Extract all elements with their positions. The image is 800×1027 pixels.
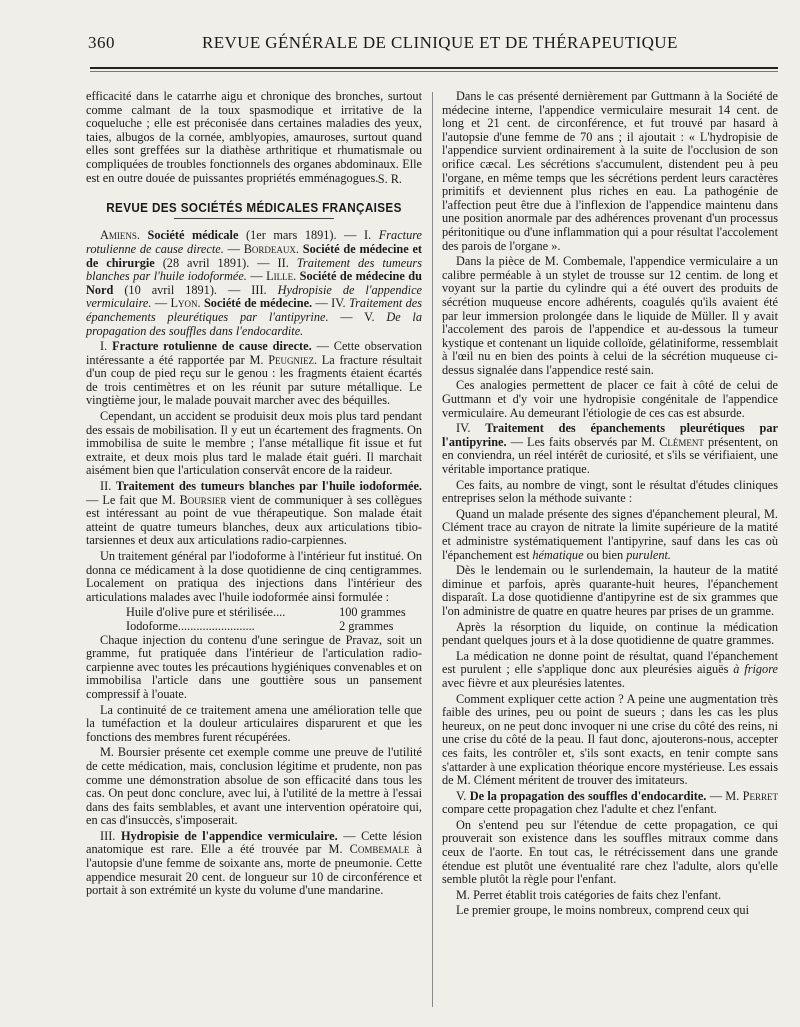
paragraph-chaque: Chaque injection du contenu d'une seringue de Pravaz, soit un gramme, fut pratiquée dans l'intérieur de l'articulation radio-carpienne avec toutes les précautions hygiéniques convenables et on immobilisa l'article dans une gouttière sous un pansement compressif à l'ouate.	[86, 632, 422, 701]
text-run: (1er mars 1891). — I.	[238, 228, 379, 243]
paragraph-boursier: M. Boursier présente cet exemple comme une preuve de l'utilité de cette médication, mais, conclusion légitime et prudente, non pas comme une démonstration absolue de son efficacité dans tous les cas. On peut donc conclure, avec lui, à l'utilité de la mettre à l'essai dans des faits semblables, et avant une intervention opératoire qui, en cas d'insuccès, s'imposerait.	[86, 745, 422, 828]
text-run: — V.	[328, 309, 387, 324]
text-run: Quand un malade présente des signes d'épanchement pleural, M. Clément trace au crayon de nitrate la limite supérieure de la matité et administre systématiquement l'antipyrine, sauf dans les cas où l'épanchement est	[442, 506, 778, 562]
text-run: Traitement des épanchements pleurétiques par l'antipyrine.	[86, 296, 423, 324]
text-run: Société de médecine du Nord	[86, 269, 422, 297]
text-run: ou bien	[583, 547, 627, 562]
formula-ingredient: Iodoforme.........................	[126, 618, 255, 633]
text-run: Traitement des tumeurs blanches par l'huile iodoformée.	[86, 255, 422, 284]
text-run: III.	[100, 828, 121, 843]
section-3-paragraph	[86, 830, 422, 898]
formula-block	[86, 606, 422, 633]
paragraph-medication	[442, 650, 778, 691]
summary-paragraph	[86, 229, 422, 338]
text-run: I.	[100, 339, 113, 354]
text-run: — Le fait que M.	[86, 492, 180, 507]
paragraph-perret: M. Perret établit trois catégories de faits chez l'enfant.	[456, 887, 722, 902]
section-title: REVUE DES SOCIÉTÉS MÉDICALES FRANÇAISES	[106, 199, 402, 215]
text-run: De la propagation des souffles dans l'endocardite.	[86, 309, 422, 338]
section-4-paragraph	[442, 422, 778, 476]
text-run: De la propagation des souffles d'endocardite.	[469, 788, 707, 803]
paragraph-analogies: Ces analogies permettent de placer ce fait à côté de celui de Guttmann et d'y voir une hydropisie congénitale de l'appendice vermiculaire. Au demeurant l'étiologie de ces cas est absurde.	[442, 378, 778, 420]
paragraph-quand	[442, 508, 778, 562]
formula-line	[126, 620, 422, 634]
text-run: avec fièvre et aux pleurésies latentes.	[442, 675, 625, 690]
column-divider	[432, 92, 433, 1007]
text-run	[140, 228, 148, 242]
text-run: — M.	[706, 788, 743, 803]
text-run: —	[246, 269, 267, 284]
text-run: (10 avril 1891). — III.	[113, 282, 278, 297]
text-run: . La fracture résultait d'un coup de pied reçu sur le genou : les fragments étaient écartés de trois centimètres et on les réunit par suture métallique. Le vingtième jour, le malade pouvait marcher avec des béquilles.	[86, 352, 422, 408]
left-column	[86, 90, 422, 900]
paragraph-continuite: La continuité de ce traitement amena une amélioration telle que la tuméfaction et la douleur articulaires disparurent et que les fonctions des membres furent récupérées.	[86, 702, 422, 744]
text-run: Traitement des tumeurs blanches par l'huile iodoformée.	[115, 479, 422, 494]
section-rule	[174, 218, 334, 219]
page-header	[0, 0, 800, 62]
paragraph-guttmann: Dans le cas présenté dernièrement par Guttmann à la Société de médecine interne, l'appendice vermiculaire mesurait 14 cent. de long et 21 cent. de circonférence, et fut trouvé par hasard à l'autopsie d'une femme de 70 ans ; il ajoutait : « L'hydropisie de l'appendice survient ordinairement à la suite de l'occlusion de son orifice cæcal. Les sécrétions s'accumulent, distendent peu à peu l'organe, en même temps que les sécrétions perdent leurs caractères primitifs et deviennent plus riches en eau. La pathogénie de l'affection peut être due à l'inflexion de l'appendice maintenu dans une position anormale par des adhérences provenant d'un processus péritonitique ou d'une inflammation qui a pour résultat l'accolement des parois de l'organe ».	[442, 89, 778, 253]
text-run: V.	[456, 788, 470, 803]
text-run: Bordeaux.	[243, 241, 299, 256]
text-run: La médication ne donne point de résultat, quand l'épanchement est purulent ; elle s'applique donc aux pleurésies aiguës	[442, 648, 778, 677]
text-run: II.	[100, 479, 116, 494]
formula-quantity: 100 grammes	[339, 605, 406, 620]
text-run: Hydropisie de l'appendice vermiculaire.	[120, 828, 338, 843]
paragraph-ces-faits: Ces faits, au nombre de vingt, sont le résultat d'études cliniques entreprises selon la méthode suivante :	[442, 477, 778, 506]
text-run: — Cette lésion anatomique est rare. Elle a été trouvée par M.	[86, 828, 423, 857]
text-run: Lille.	[266, 269, 297, 284]
paragraph-comment: Comment expliquer cette action ? A peine une augmentation très faible des urines, peu ou point de sueurs ; dans les cas les plus heureux, on ne peut donc invoquer ni une crise du côté des reins, ni une crise du côté de la peau. Il faut donc, ajouterons-nous, accepter ces faits, les contrôler et, s'ils sont exacts, en tenir compte sans s'attarder à une explication théorique encore mystérieuse. Les essais de M. Clément méritent de trouver des imitateurs.	[442, 691, 778, 788]
paragraph-apres: Après la résorption du liquide, on continue la médication pendant quelques jours et à la dose quotidienne de quatre grammes.	[442, 619, 778, 648]
text-run: Société de médecine.	[203, 296, 313, 311]
formula-ingredient: Huile d'olive pure et stérilisée....	[126, 605, 286, 620]
text-run: Clément	[659, 434, 704, 449]
text-run: —	[223, 241, 244, 256]
text-run: — IV.	[312, 296, 349, 311]
section-1-paragraph	[86, 340, 422, 408]
text-run: Fracture rotulienne de cause directe.	[86, 228, 423, 256]
paragraph-combemale: Dans la pièce de M. Combemale, l'appendice vermiculaire a un calibre perméable à un stylet de trousse sur 12 centim. de long et voyant sur la partie du cylindre qui a été ouvert des produits de sécrétion muqueuse encore adhérents, coagulés qu'ils avaient été par leur immersion prolongée dans le liquide de Müller. Il y avait l'accolement des parois de l'appendice et au-dessous la tumeur kystique et contenant un liquide colloïde, gélatiniforme, ressemblait à l'œil nu en bien des points à celui de la sécrétion muqueuse ci-dessus signalée dans l'appendice resté sain.	[442, 254, 778, 377]
section-2-paragraph	[86, 480, 422, 548]
running-title: REVUE GÉNÉRALE DE CLINIQUE ET DE THÉRAPEUTIQUE	[202, 33, 678, 52]
text-run: Société de médecine et de chirurgie	[86, 241, 423, 270]
signature: S. R.	[377, 172, 402, 187]
text-run: hématique	[532, 547, 584, 562]
text-run: Boursier	[179, 492, 227, 507]
formula-quantity: 2 grammes	[339, 618, 394, 633]
text-run: Combemale	[349, 842, 410, 857]
text-run: IV.	[456, 421, 486, 436]
text-run: Perret	[742, 788, 778, 803]
formula-line	[126, 606, 422, 620]
paragraph-des: Dès le lendemain ou le surlendemain, la hauteur de la matité diminue et parfois, après quarante-huit heures, l'épanchement disparaît. La dose quotidienne d'antipyrine est de six grammes que l'on administre de quatre en quatre heures par prises de un gramme.	[442, 563, 778, 618]
text-run: Amiens.	[100, 228, 140, 243]
text-run: —	[151, 296, 171, 311]
text-run: — Les faits observés par M.	[506, 434, 660, 449]
text-run: présentent, on en conviendra, un réel intérêt de curiosité, et s'ils se vérifiaient, une véritable importance pratique.	[442, 434, 778, 477]
text-run: purulent.	[626, 547, 671, 562]
text-run: à frigore	[733, 662, 778, 677]
intro-paragraph: efficacité dans le catarrhe aigu et chronique des bronches, surtout comme calmant de la toux spasmodique et irritative de la coqueluche ; elle est préconisée dans certaines maladies des yeux, taies, albugos de la cornée, amblyopies, amauroses, surtout quand elles sont greffées sur la diathèse arthritique et rhumatismale ou compliquées de troubles fonctionnels des organes abdominaux. Elle est en outre douée de puissantes propriétés emménagogues.	[86, 89, 422, 185]
paragraph-cependant: Cependant, un accident se produisit deux mois plus tard pendant des essais de mobilisation. Il y eut un écartement des fragments. On immobilisa de suite le membre ; l'anse métallique fit issue et fut extraite, et deux mois plus tard le malade était guéri. Il marchait aisément bien que l'articulation conservât encore de la raideur.	[86, 409, 422, 478]
paragraph-on: On s'entend peu sur l'étendue de cette propagation, ce qui prouverait son existence dans les souffles mitraux comme dans ceux de l'aorte. En tout cas, le rétrécissement dans une grande étendue est plutôt une éventualité rare chez l'adulte, alors qu'elle semble plutôt la règle pour l'enfant.	[442, 817, 778, 887]
text-run: Société médicale	[147, 228, 239, 243]
section-5-paragraph	[442, 790, 778, 817]
text-run: Lyon.	[170, 296, 201, 311]
text-run: Peugniez	[268, 352, 315, 367]
paragraph-traitement: Un traitement général par l'iodoforme à l'intérieur fut institué. On donna ce médicament à la dose quotidienne de cinq centigrammes. Localement on pratiqua des injections dans l'intérieur des articulations malades avec l'huile iodoformée ainsi formulée :	[86, 549, 422, 604]
paragraph-premier: Le premier groupe, le moins nombreux, comprend ceux qui	[456, 903, 749, 918]
text-run: Traitement des épanchements pleurétiques par l'antipyrine.	[442, 421, 778, 449]
page-number: 360	[88, 33, 115, 52]
text-run: Hydropisie de l'appendice vermiculaire.	[86, 282, 422, 311]
right-column	[442, 90, 778, 920]
header-rule-thin	[90, 71, 778, 72]
text-run: à l'autopsie d'une femme de soixante ans, morte de pneumonie. Cette appendice mesurait 20 cent. de longueur sur 10 de circonférence et portait à son extrémité un kyste du volume d'une mandarine.	[86, 842, 422, 898]
text-run: vient de communiquer à ses collègues est intéressant au point de vue thérapeutique. Son malade était atteint de quatre tumeurs blanches, deux aux articulations tibio-tarsiennes et deux aux articulations radio-carpiennes.	[86, 492, 422, 548]
text-run: compare cette propagation chez l'adulte et chez l'enfant.	[442, 802, 717, 817]
header-rule	[90, 67, 778, 69]
text-run: Fracture rotulienne de cause directe.	[112, 339, 312, 354]
text-run: — Cette observation intéressante a été rapportée par M.	[86, 339, 423, 367]
text-run: (28 avril 1891). — II.	[154, 255, 297, 270]
